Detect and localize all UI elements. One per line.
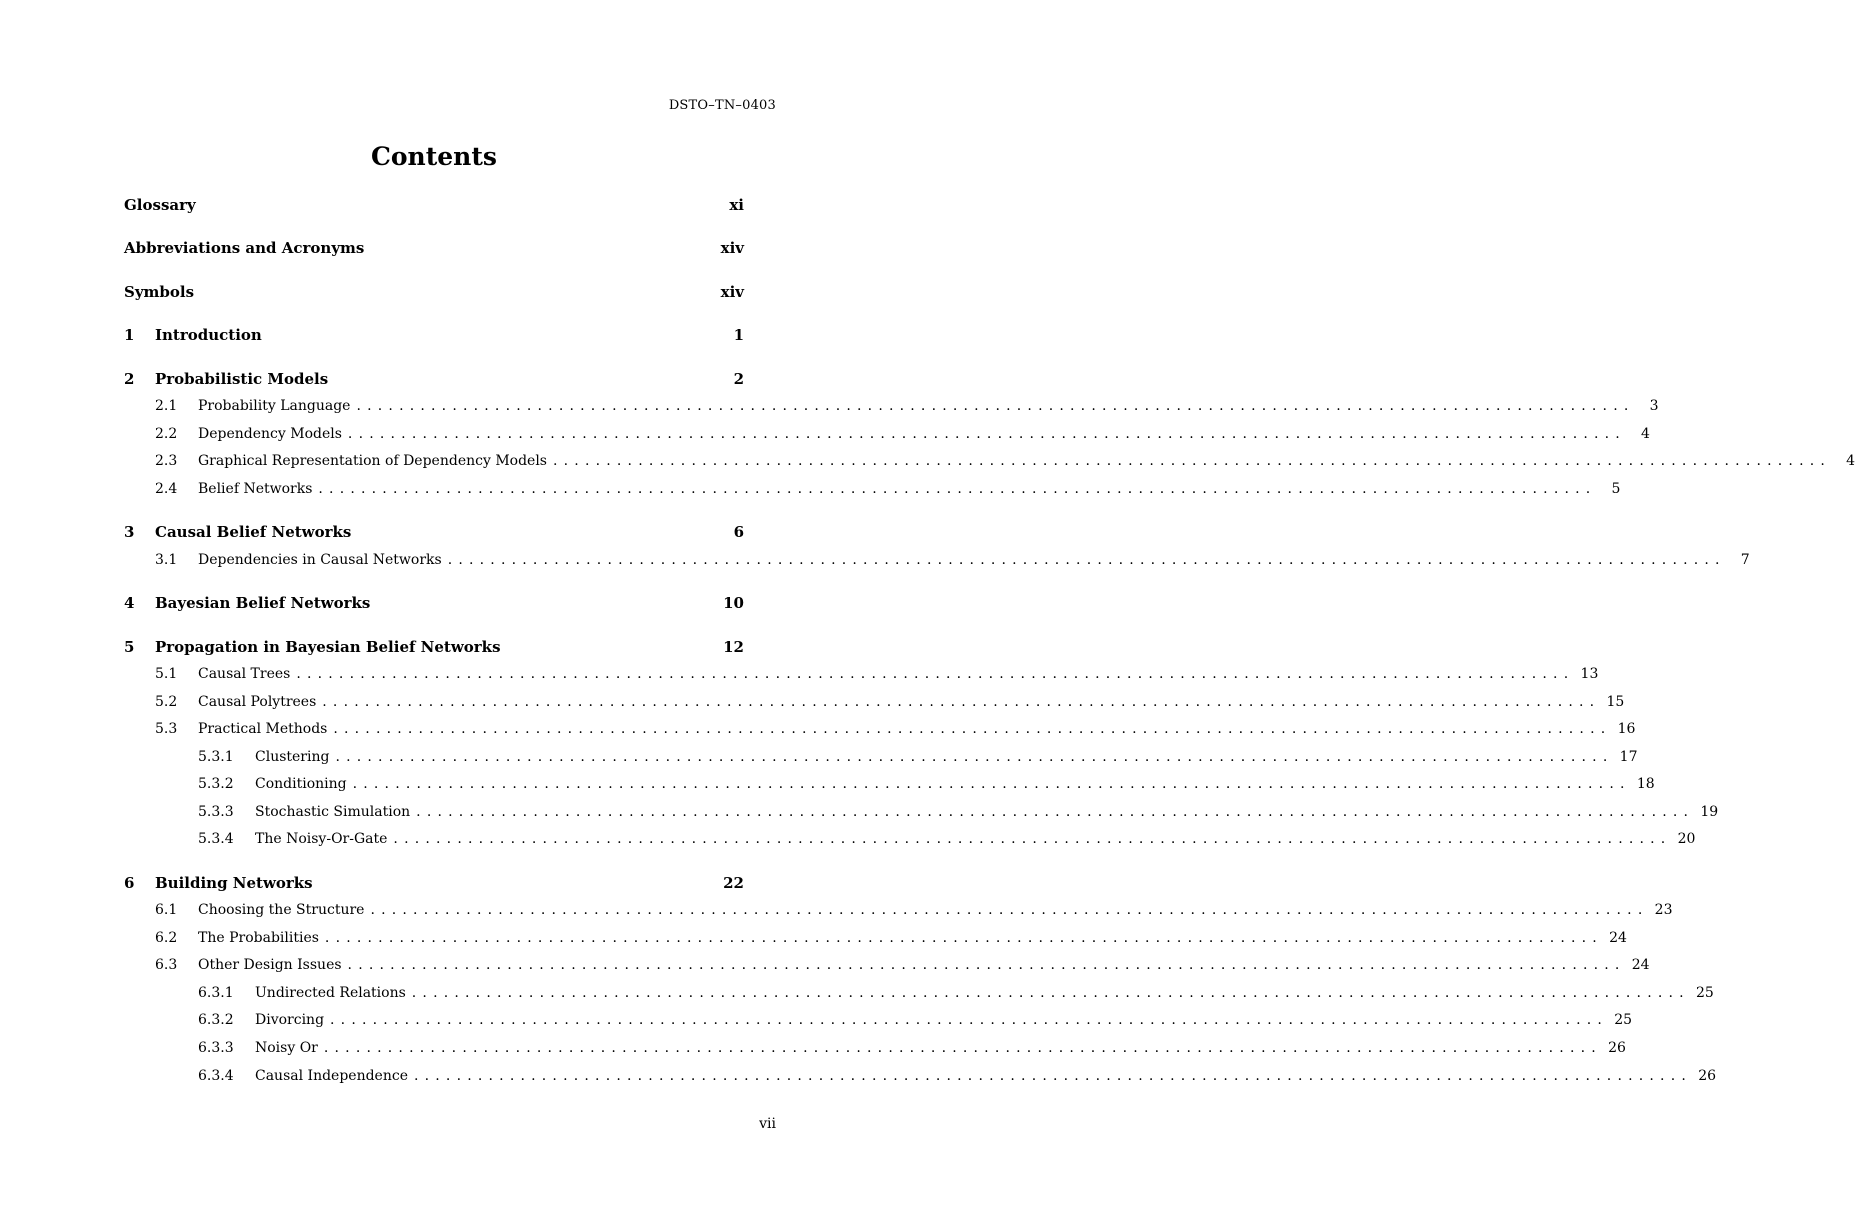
toc-entry[interactable] (124, 521, 744, 543)
toc-entry-label: The Probabilities (198, 930, 319, 946)
dot-leader: ........................................................................................................................ (447, 552, 1726, 568)
dot-leader: ........................................................................................................................ (322, 694, 1601, 710)
dot-leader: ........................................................................................................................ (296, 666, 1575, 682)
toc-entry-number: 6 (124, 874, 135, 892)
toc-entry[interactable] (124, 636, 744, 658)
toc-entry[interactable] (124, 1065, 1717, 1087)
dot-leader: ........................................................................................................................ (335, 749, 1614, 765)
toc-entry-page: xi (729, 196, 744, 214)
toc-entry[interactable] (124, 954, 1650, 976)
toc-entry-number: 6.3 (155, 957, 178, 973)
toc-entry-label: Divorcing (255, 1012, 325, 1028)
toc-entry-label: Undirected Relations (255, 985, 406, 1001)
dot-leader: ........................................................................................................................ (347, 957, 1626, 973)
toc-entry-page: 4 (1846, 453, 1855, 469)
dot-leader: ........................................................................................................................ (324, 930, 1603, 946)
toc-entry-number: 5.2 (155, 694, 178, 710)
toc-entry[interactable] (124, 450, 1855, 472)
toc-entry-page: xiv (720, 239, 744, 257)
toc-entry-label: Building Networks (155, 874, 313, 892)
toc-entry-number: 3.1 (155, 552, 178, 568)
toc-entry[interactable] (124, 691, 1625, 713)
toc-entry[interactable] (124, 872, 744, 894)
toc-entry[interactable] (124, 801, 1719, 823)
toc-entry[interactable] (124, 982, 1714, 1004)
toc-entry[interactable] (124, 423, 1650, 445)
toc-entry-page: 25 (1614, 1012, 1633, 1028)
toc-entry-label: Probability Language (198, 398, 351, 414)
toc-entry-label: Conditioning (255, 776, 347, 792)
toc-entry-number: 5.3.1 (198, 749, 234, 765)
toc-entry-number: 6.1 (155, 902, 178, 918)
toc-entry-label: Causal Independence (255, 1068, 408, 1084)
toc-entry-page: 10 (723, 594, 744, 612)
toc-entry-page: 26 (1608, 1040, 1626, 1056)
toc-entry-page: 26 (1698, 1068, 1717, 1084)
toc-entry[interactable] (124, 828, 1696, 850)
toc-entry-label: Clustering (255, 749, 330, 765)
toc-entry-page: xiv (720, 283, 744, 301)
toc-entry-page: 3 (1649, 398, 1659, 414)
toc-entry-page: 19 (1700, 804, 1719, 820)
toc-entry[interactable] (124, 899, 1673, 921)
toc-entry[interactable] (124, 718, 1636, 740)
document-code: DSTO–TN–0403 (668, 98, 776, 113)
toc-entry-page: 24 (1631, 957, 1650, 973)
dot-leader: ........................................................................................................................ (352, 776, 1631, 792)
toc-entry-number: 5.3.3 (198, 804, 234, 820)
toc-entry-page: 24 (1609, 930, 1627, 946)
toc-entry-number: 2 (124, 370, 135, 388)
toc-entry-page: 6 (733, 523, 744, 541)
toc-entry-number: 3 (124, 523, 135, 541)
dot-leader: ........................................................................................................................ (393, 831, 1672, 847)
toc-entry-number: 6.3.1 (198, 985, 234, 1001)
toc-entry-label: Symbols (124, 283, 195, 301)
toc-entry[interactable] (124, 773, 1655, 795)
toc-entry-page: 4 (1641, 426, 1650, 442)
toc-entry-label: Propagation in Bayesian Belief Networks (155, 638, 501, 656)
toc-entry-label: Bayesian Belief Networks (155, 594, 371, 612)
toc-entry-label: Dependencies in Causal Networks (198, 552, 442, 568)
toc-entry-label: Noisy Or (255, 1040, 318, 1056)
toc-entry-label: Practical Methods (198, 721, 328, 737)
toc-entry-label: Graphical Representation of Dependency Models (198, 453, 547, 469)
toc-entry-number: 5.3.2 (198, 776, 234, 792)
toc-entry[interactable] (124, 1009, 1633, 1031)
toc-entry-label: Glossary (124, 196, 196, 214)
toc-entry-number: 4 (124, 594, 135, 612)
dot-leader: ........................................................................................................................ (416, 804, 1695, 820)
toc-entry-page: 7 (1740, 552, 1750, 568)
toc-entry-label: Abbreviations and Acronyms (124, 239, 365, 257)
toc-entry-number: 2.4 (155, 481, 178, 497)
toc-entry[interactable] (124, 746, 1638, 768)
toc-entry-number: 6.3.3 (198, 1040, 234, 1056)
toc-entry[interactable] (124, 927, 1627, 949)
toc-entry-page: 25 (1695, 985, 1714, 1001)
dot-leader: ........................................................................................................................ (347, 426, 1626, 442)
toc-entry[interactable] (124, 324, 744, 346)
toc-entry-number: 1 (124, 326, 135, 344)
toc-entry-page: 13 (1580, 666, 1599, 682)
dot-leader: ........................................................................................................................ (356, 398, 1635, 414)
toc-entry-label: Causal Trees (198, 666, 291, 682)
toc-entry-label: Probabilistic Models (155, 370, 329, 388)
dot-leader: ........................................................................................................................ (333, 721, 1612, 737)
toc-entry-label: Causal Polytrees (198, 694, 317, 710)
toc-entry[interactable] (124, 395, 1659, 417)
toc-entry-page: 18 (1636, 776, 1655, 792)
toc-entry-number: 2.2 (155, 426, 178, 442)
toc-entry-number: 5.3.4 (198, 831, 234, 847)
toc-entry-number: 6.3.4 (198, 1068, 234, 1084)
dot-leader: ........................................................................................................................ (330, 1012, 1609, 1028)
toc-entry-page: 12 (723, 638, 744, 656)
toc-entry[interactable] (124, 237, 744, 259)
toc-entry-label: Belief Networks (198, 481, 313, 497)
toc-entry-number: 2.3 (155, 453, 178, 469)
toc-entry[interactable] (124, 478, 1621, 500)
toc-entry-page: 17 (1619, 749, 1638, 765)
dot-leader: ........................................................................................................................ (411, 985, 1690, 1001)
toc-entry-label: Causal Belief Networks (155, 523, 352, 541)
toc-entry-page: 22 (723, 874, 744, 892)
toc-entry[interactable] (124, 194, 744, 216)
toc-entry-number: 6.3.2 (198, 1012, 234, 1028)
toc-entry[interactable] (124, 549, 1750, 571)
toc-entry-page: 1 (733, 326, 744, 344)
toc-entry-page: 2 (733, 370, 744, 388)
page-number: vii (759, 1116, 776, 1132)
toc-entry-page: 15 (1606, 694, 1625, 710)
dot-leader: ........................................................................................................................ (553, 453, 1832, 469)
toc-entry-label: Other Design Issues (198, 957, 342, 973)
toc-entry[interactable] (124, 592, 744, 614)
toc-entry[interactable] (124, 1037, 1626, 1059)
dot-leader: ........................................................................................................................ (318, 481, 1597, 497)
dot-leader: ........................................................................................................................ (323, 1040, 1602, 1056)
toc-entry-page: 16 (1617, 721, 1636, 737)
toc-entry-number: 5.3 (155, 721, 178, 737)
page-title: Contents (370, 142, 497, 171)
toc-entry[interactable] (124, 281, 744, 303)
toc-entry-label: Introduction (155, 326, 262, 344)
toc-entry[interactable] (124, 663, 1599, 685)
toc-entry-number: 5 (124, 638, 135, 656)
toc-entry-label: The Noisy-Or-Gate (255, 831, 388, 847)
toc-entry-label: Stochastic Simulation (255, 804, 411, 820)
dot-leader: ........................................................................................................................ (413, 1068, 1693, 1084)
toc-entry-page: 5 (1611, 481, 1621, 497)
toc-entry-number: 2.1 (155, 398, 178, 414)
toc-entry-number: 5.1 (155, 666, 178, 682)
toc-entry[interactable] (124, 368, 744, 390)
toc-entry-number: 6.2 (155, 930, 178, 946)
dot-leader: ........................................................................................................................ (370, 902, 1649, 918)
toc-entry-label: Choosing the Structure (198, 902, 365, 918)
toc-entry-page: 23 (1654, 902, 1673, 918)
toc-entry-label: Dependency Models (198, 426, 342, 442)
toc-entry-page: 20 (1677, 831, 1696, 847)
